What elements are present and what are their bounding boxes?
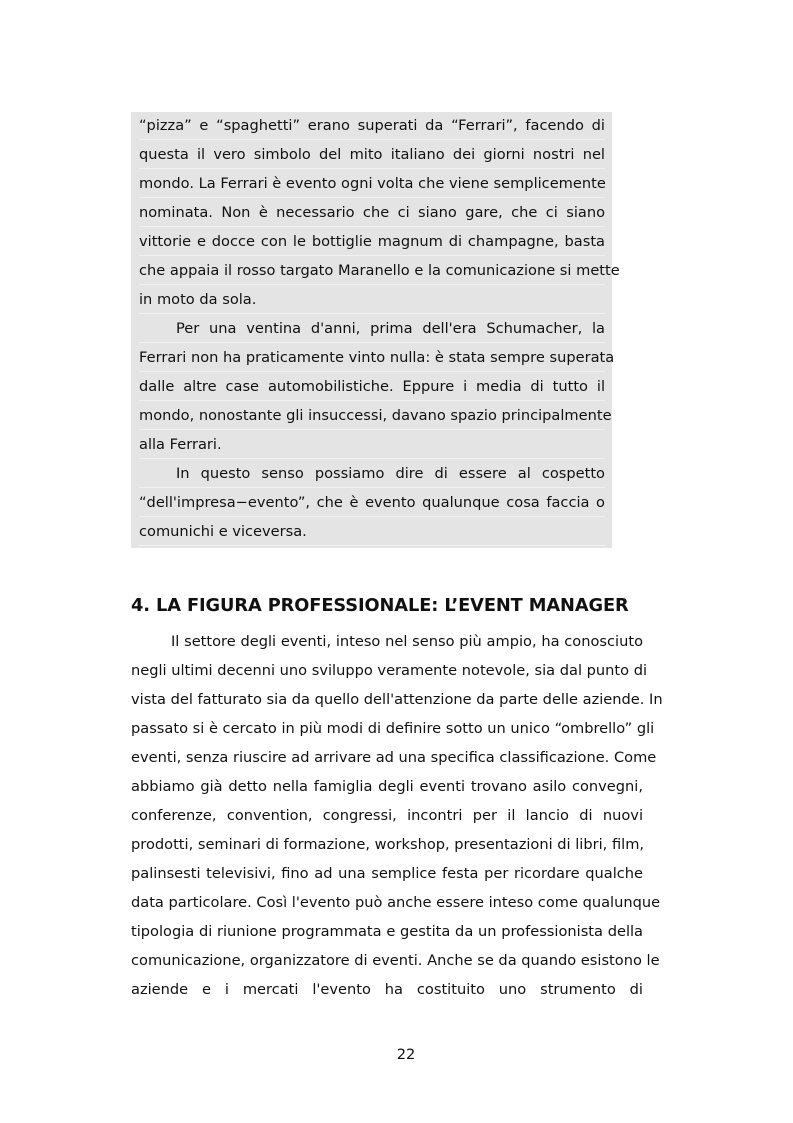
body-line: eventi, senza riuscire ad arrivare ad una specifica classificazione. Come bbox=[131, 749, 657, 766]
quote-line: “pizza” e “spaghetti” erano superati da “Ferrari”, facendo di bbox=[139, 111, 605, 140]
body-line: data particolare. Così l'evento può anche essere inteso come qualunque bbox=[131, 894, 661, 911]
quote-line: “dell'impresa−evento”, che è evento qualunque cosa faccia o bbox=[139, 488, 605, 517]
body-line: comunicazione, organizzatore di eventi. Anche se da quando esistono le bbox=[131, 952, 660, 969]
quote-line: che appaia il rosso targato Maranello e la comunicazione si mette bbox=[139, 256, 605, 285]
quote-line: mondo. La Ferrari è evento ogni volta che viene semplicemente bbox=[139, 169, 605, 198]
body-line: aziende e i mercati l'evento ha costituito uno strumento di bbox=[131, 981, 643, 998]
quote-line: in moto da sola. bbox=[139, 285, 605, 314]
quote-line: Ferrari non ha praticamente vinto nulla: è stata sempre superata bbox=[139, 343, 605, 372]
quote-line: mondo, nonostante gli insuccessi, davano spazio principalmente bbox=[139, 401, 605, 430]
body-line: abbiamo già detto nella famiglia degli eventi trovano asilo convegni, bbox=[131, 778, 643, 795]
body-line: tipologia di riunione programmata e gestita da un professionista della bbox=[131, 923, 643, 940]
quote-line: vittorie e docce con le bottiglie magnum di champagne, basta bbox=[139, 227, 605, 256]
body-line: Il settore degli eventi, inteso nel senso più ampio, ha conosciuto bbox=[171, 633, 643, 650]
body-line: prodotti, seminari di formazione, workshop, presentazioni di libri, film, bbox=[131, 836, 645, 853]
body-line: negli ultimi decenni uno sviluppo veramente notevole, sia dal punto di bbox=[131, 662, 648, 679]
body-line: palinsesti televisivi, fino ad una semplice festa per ricordare qualche bbox=[131, 865, 643, 882]
body-line: conferenze, convention, congressi, incontri per il lancio di nuovi bbox=[131, 807, 643, 824]
quote-line: In questo senso possiamo dire di essere al cospetto bbox=[139, 459, 605, 488]
page-number: 22 bbox=[396, 1046, 416, 1063]
body-line: passato si è cercato in più modi di definire sotto un unico “ombrello” gli bbox=[131, 720, 655, 737]
quote-line: dalle altre case automobilistiche. Eppure i media di tutto il bbox=[139, 372, 605, 401]
quote-line: Per una ventina d'anni, prima dell'era Schumacher, la bbox=[139, 314, 605, 343]
section-heading: 4. LA FIGURA PROFESSIONALE: L’EVENT MANAGER bbox=[131, 595, 629, 616]
body-line: vista del fatturato sia da quello dell'attenzione da parte delle aziende. In bbox=[131, 691, 663, 708]
quote-line: questa il vero simbolo del mito italiano dei giorni nostri nel bbox=[139, 140, 605, 169]
quote-line: comunichi e viceversa. bbox=[139, 517, 605, 546]
quote-line: alla Ferrari. bbox=[139, 430, 605, 459]
quote-line: nominata. Non è necessario che ci siano gare, che ci siano bbox=[139, 198, 605, 227]
